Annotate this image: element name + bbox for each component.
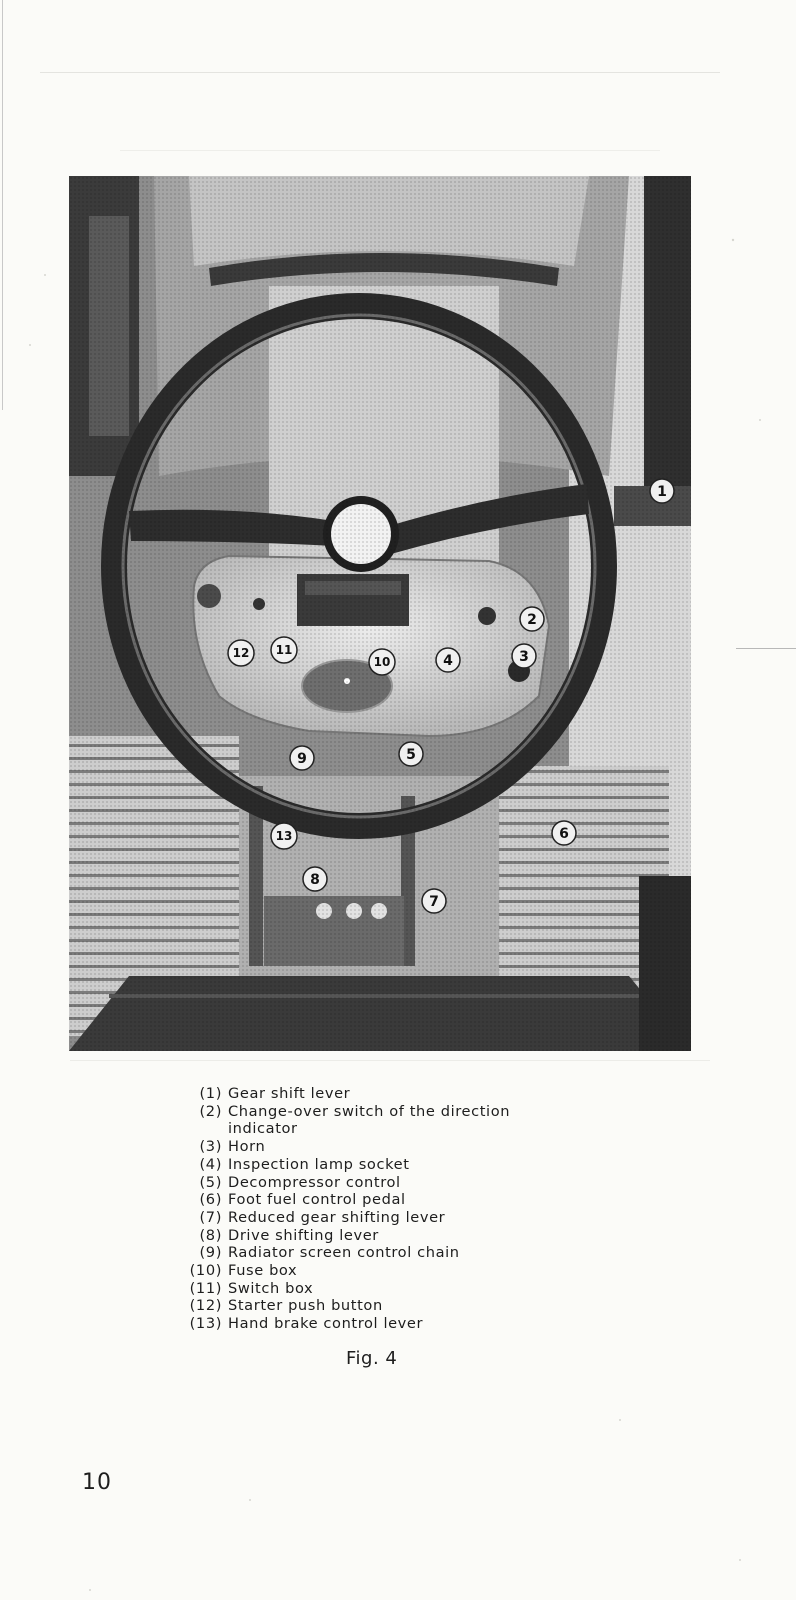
svg-text:7: 7 (429, 894, 439, 910)
svg-text:8: 8 (310, 872, 320, 888)
legend-text: Reduced gear shifting lever (228, 1208, 446, 1226)
tractor-dashboard-photo (69, 176, 691, 1051)
legend-item (180, 1315, 600, 1333)
legend-item (180, 1138, 600, 1156)
page-number: 10 (82, 1470, 112, 1495)
callout-10 (369, 649, 395, 675)
callout-7 (422, 889, 446, 913)
legend-number: (1) (199, 1085, 222, 1102)
callout-4 (436, 648, 460, 672)
legend-item (180, 1244, 600, 1262)
margin-rule (2, 0, 3, 410)
callout-8 (303, 867, 327, 891)
svg-text:3: 3 (519, 649, 529, 665)
legend-number: (6) (199, 1191, 222, 1209)
legend-text: Radiator screen control chain (228, 1244, 460, 1262)
legend-text: Change-over switch of the direction indicator (228, 1102, 511, 1138)
callout-1 (650, 479, 674, 503)
legend-item (180, 1191, 600, 1209)
callout-6 (552, 821, 576, 845)
legend-item (180, 1156, 600, 1174)
figure-caption: Fig. 4 (346, 1348, 398, 1369)
callout-2 (520, 607, 544, 631)
legend-number: (11) (189, 1279, 222, 1297)
legend-item (180, 1085, 600, 1103)
legend-item (180, 1103, 600, 1138)
legend-text: Hand brake control lever (228, 1315, 424, 1333)
legend-text: Starter push button (228, 1297, 383, 1315)
svg-text:10: 10 (373, 655, 391, 669)
legend-text: Fuse box (228, 1262, 298, 1280)
legend-text: Gear shift lever (228, 1085, 351, 1102)
callout-12 (228, 640, 254, 666)
legend-item (180, 1227, 600, 1245)
svg-text:2: 2 (527, 612, 537, 628)
legend-number: (5) (199, 1173, 222, 1191)
svg-text:9: 9 (297, 751, 307, 767)
legend-text: Drive shifting lever (228, 1226, 379, 1244)
legend-number: (12) (189, 1297, 222, 1315)
legend-text: Inspection lamp socket (228, 1155, 410, 1173)
svg-text:13: 13 (275, 829, 293, 843)
legend-text: Foot fuel control pedal (228, 1191, 406, 1209)
legend-number: (2) (199, 1102, 222, 1120)
legend-text: Horn (228, 1138, 266, 1156)
callout-13 (271, 823, 297, 849)
legend-item (180, 1174, 600, 1192)
legend-number: (3) (199, 1138, 222, 1156)
legend-item (180, 1209, 600, 1227)
legend-item (180, 1297, 600, 1315)
svg-text:4: 4 (443, 653, 453, 669)
legend-item (180, 1262, 600, 1280)
margin-tick (736, 648, 796, 649)
legend-number: (9) (199, 1244, 222, 1262)
svg-text:12: 12 (232, 646, 250, 660)
svg-text:5: 5 (406, 747, 416, 763)
legend-number: (7) (199, 1208, 222, 1226)
svg-text:6: 6 (559, 826, 569, 842)
svg-text:11: 11 (275, 643, 293, 657)
legend-number: (8) (199, 1226, 222, 1244)
svg-text:1: 1 (657, 484, 667, 500)
callout-11 (271, 637, 297, 663)
legend-item (180, 1280, 600, 1298)
figure-legend (180, 1085, 600, 1333)
legend-number: (13) (189, 1315, 222, 1333)
legend-text: Switch box (228, 1279, 314, 1297)
callout-5 (399, 742, 423, 766)
callout-9 (290, 746, 314, 770)
legend-number: (10) (189, 1262, 222, 1280)
legend-text: Decompressor control (228, 1173, 401, 1191)
callout-3 (512, 644, 536, 668)
legend-number: (4) (199, 1155, 222, 1173)
